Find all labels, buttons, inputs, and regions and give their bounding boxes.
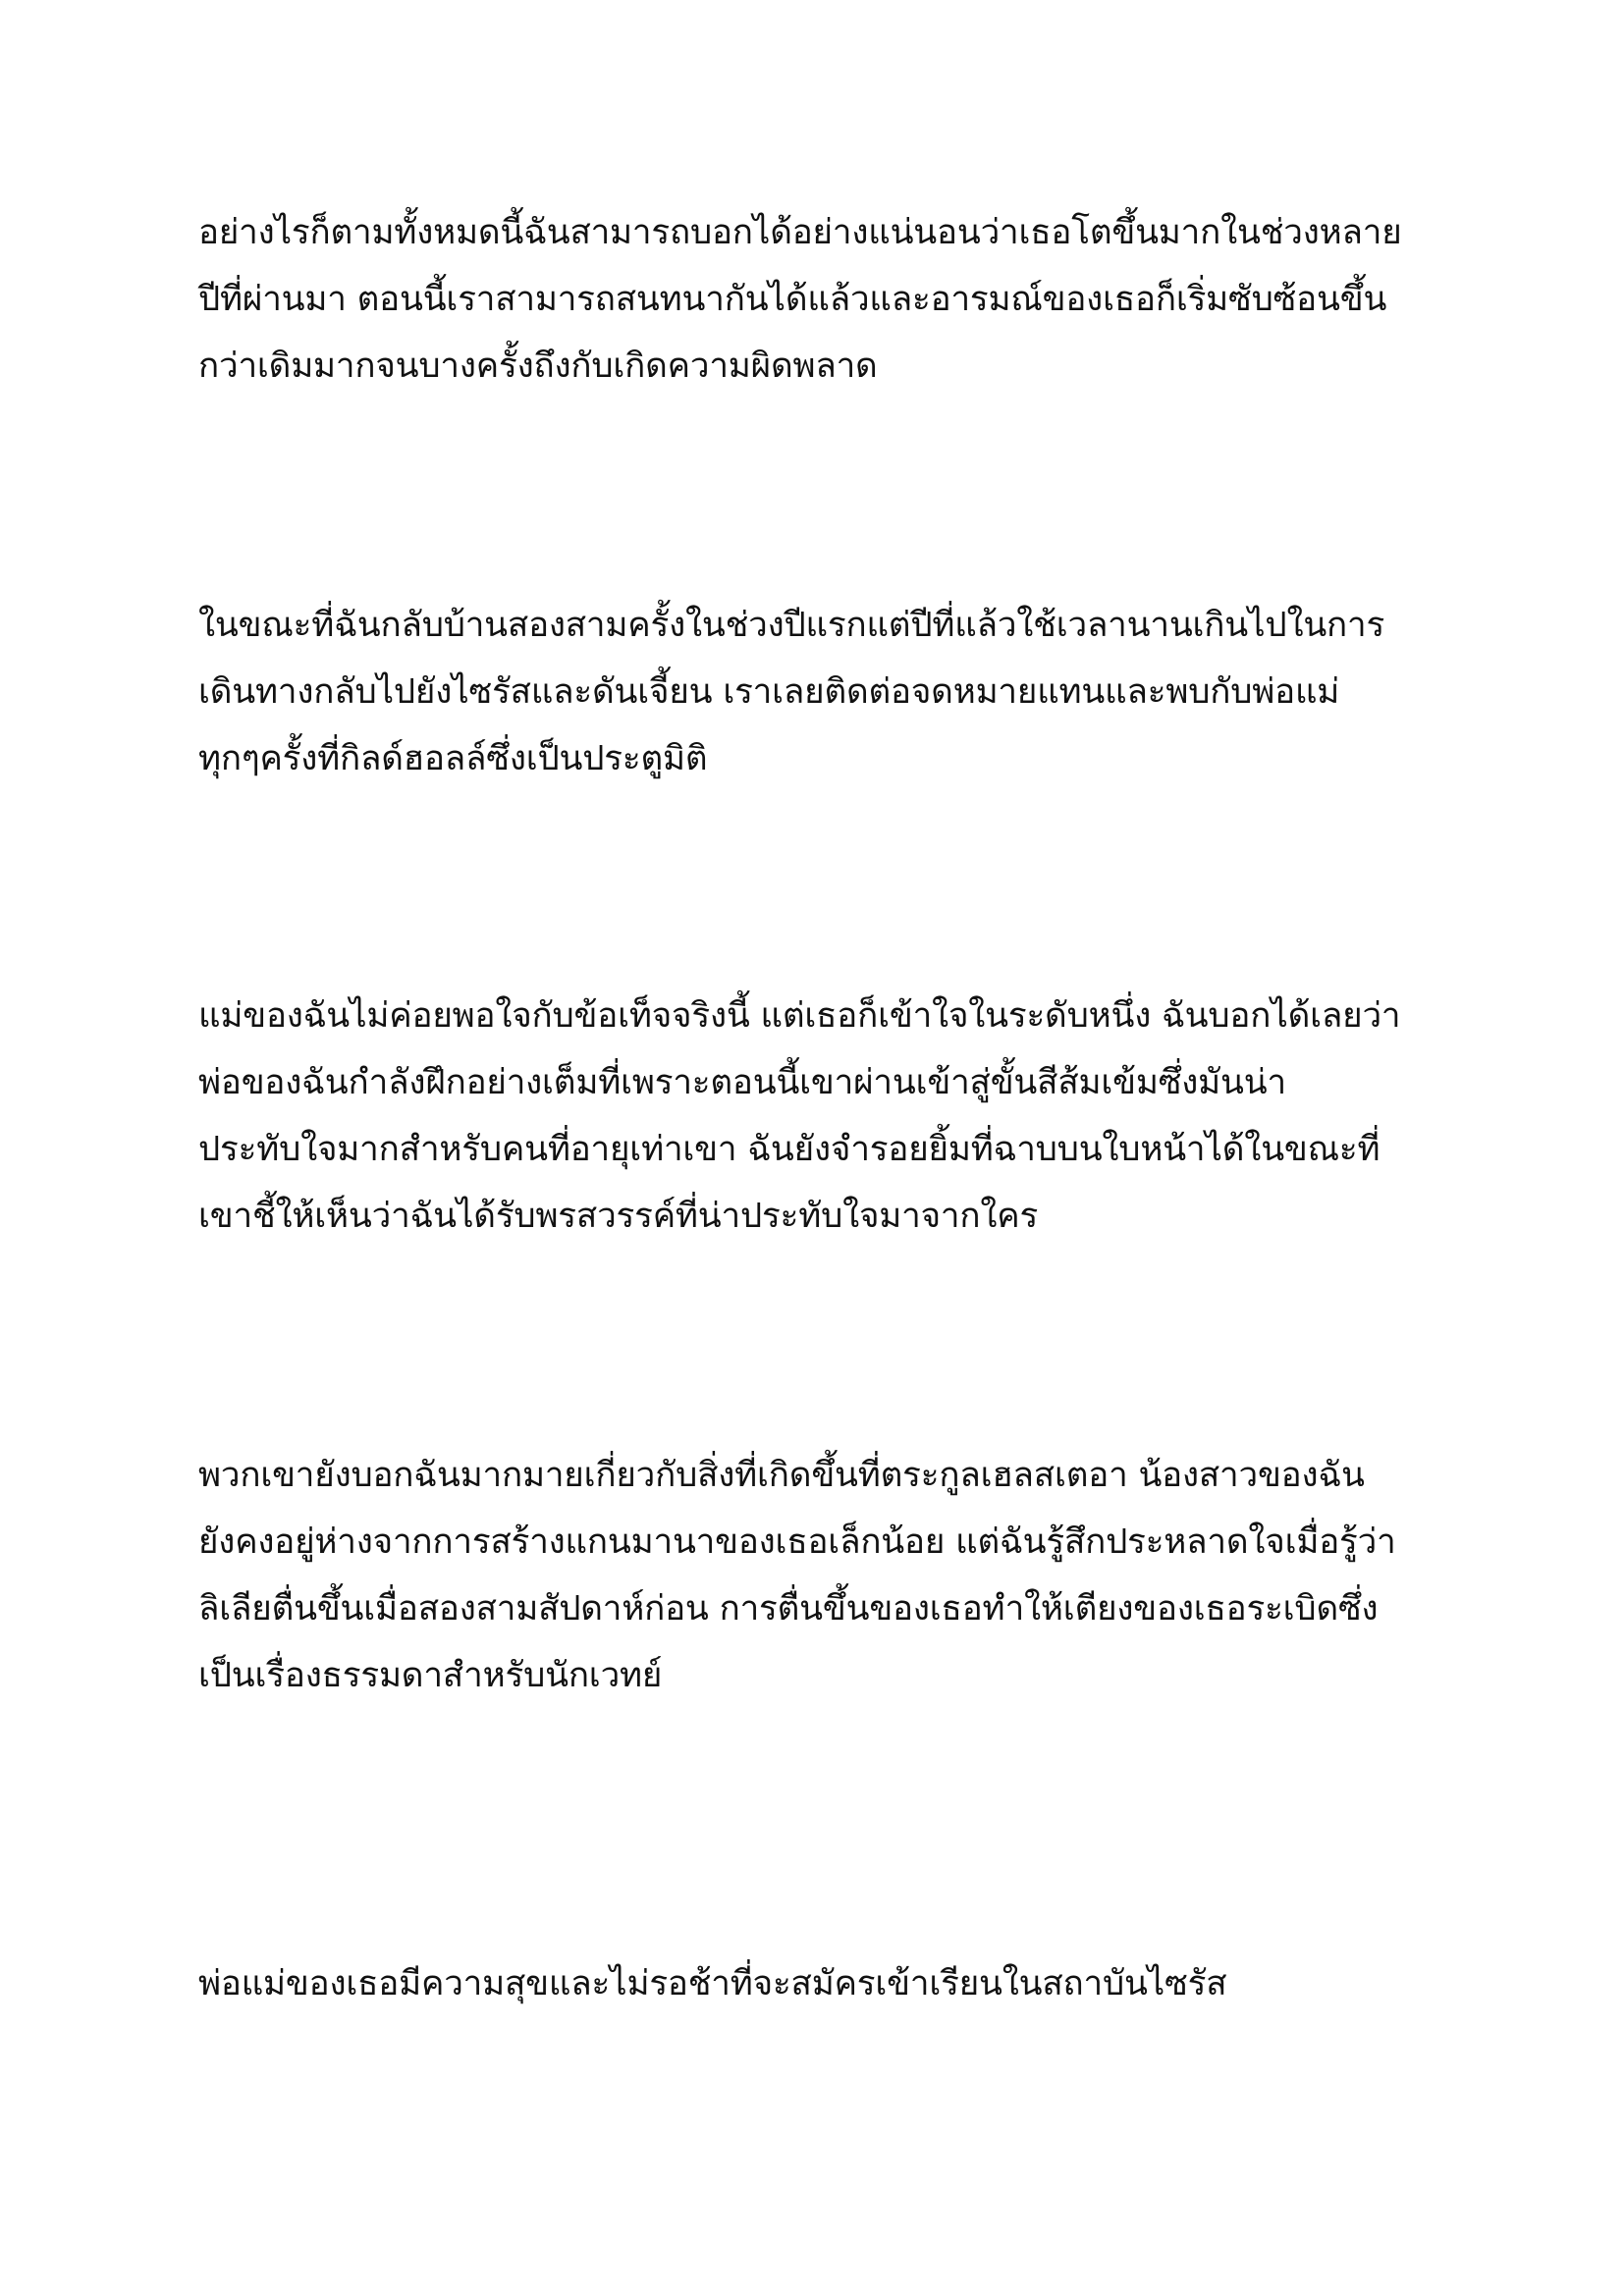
paragraph-4	[198, 1442, 1435, 1709]
paragraph-line: ทุกๆครั้งที่กิลด์ฮอลล์ซึ่งเป็นประตูมิติ	[198, 739, 708, 778]
paragraph-line: พวกเขายังบอกฉันมากมายเกี่ยวกับสิ่งที่เกิดขึ้นที่ตระกูลเฮลสเตอา น้องสาวของฉัน	[198, 1456, 1365, 1495]
paragraph-1	[198, 199, 1435, 400]
paragraph-line: กว่าเดิมมากจนบางครั้งถึงกับเกิดความผิดพลาด	[198, 347, 878, 386]
paragraph-line: แม่ของฉันไม่ค่อยพอใจกับข้อเท็จจริงนี้ แต่เธอก็เข้าใจในระดับหนึ่ง ฉันบอกได้เลยว่า	[198, 996, 1401, 1036]
paragraph-line: ปีที่ผ่านมา ตอนนี้เราสามารถสนทนากันได้แล้วและอารมณ์ของเธอก็เริ่มซับซ้อนขึ้น	[198, 280, 1387, 319]
paragraph-line: ประทับใจมากสำหรับคนที่อายุเท่าเขา ฉันยังจำรอยยิ้มที่ฉาบบนใบหน้าได้ในขณะที่	[198, 1130, 1380, 1169]
paragraph-2	[198, 592, 1435, 792]
paragraph-line: พ่อของฉันกำลังฝึกอย่างเต็มที่เพราะตอนนี้เขาผ่านเข้าสู่ขั้นสีส้มเข้มซึ่งมันน่า	[198, 1063, 1286, 1102]
paragraph-line: เขาชี้ให้เห็นว่าฉันได้รับพรสวรรค์ที่น่าประทับใจมาจากใคร	[198, 1197, 1039, 1236]
paragraph-5	[198, 1950, 1435, 2017]
paragraph-line: เดินทางกลับไปยังไซรัสและดันเจี้ยน เราเลยติดต่อจดหมายแทนและพบกับพ่อแม่	[198, 672, 1340, 712]
paragraph-3	[198, 983, 1435, 1250]
paragraph-line: ลิเลียตื่นขึ้นเมื่อสองสามสัปดาห์ก่อน การตื่นขึ้นของเธอทำให้เตียงของเธอระเบิดซึ่ง	[198, 1589, 1379, 1629]
paragraph-line: ในขณะที่ฉันกลับบ้านสองสามครั้งในช่วงปีแรกแต่ปีที่แล้วใช้เวลานานเกินไปในการ	[198, 606, 1385, 645]
paragraph-line: อย่างไรก็ตามทั้งหมดนี้ฉันสามารถบอกได้อย่างแน่นอนว่าเธอโตขึ้นมากในช่วงหลาย	[198, 213, 1402, 252]
paragraph-line: ยังคงอยู่ห่างจากการสร้างแกนมานาของเธอเล็กน้อย แต่ฉันรู้สึกประหลาดใจเมื่อรู้ว่า	[198, 1522, 1396, 1562]
paragraph-line: พ่อแม่ของเธอมีความสุขและไม่รอช้าที่จะสมัครเข้าเรียนในสถาบันไซรัส	[198, 1964, 1227, 2003]
paragraph-line: เป็นเรื่องธรรมดาสำหรับนักเวทย์	[198, 1656, 663, 1695]
